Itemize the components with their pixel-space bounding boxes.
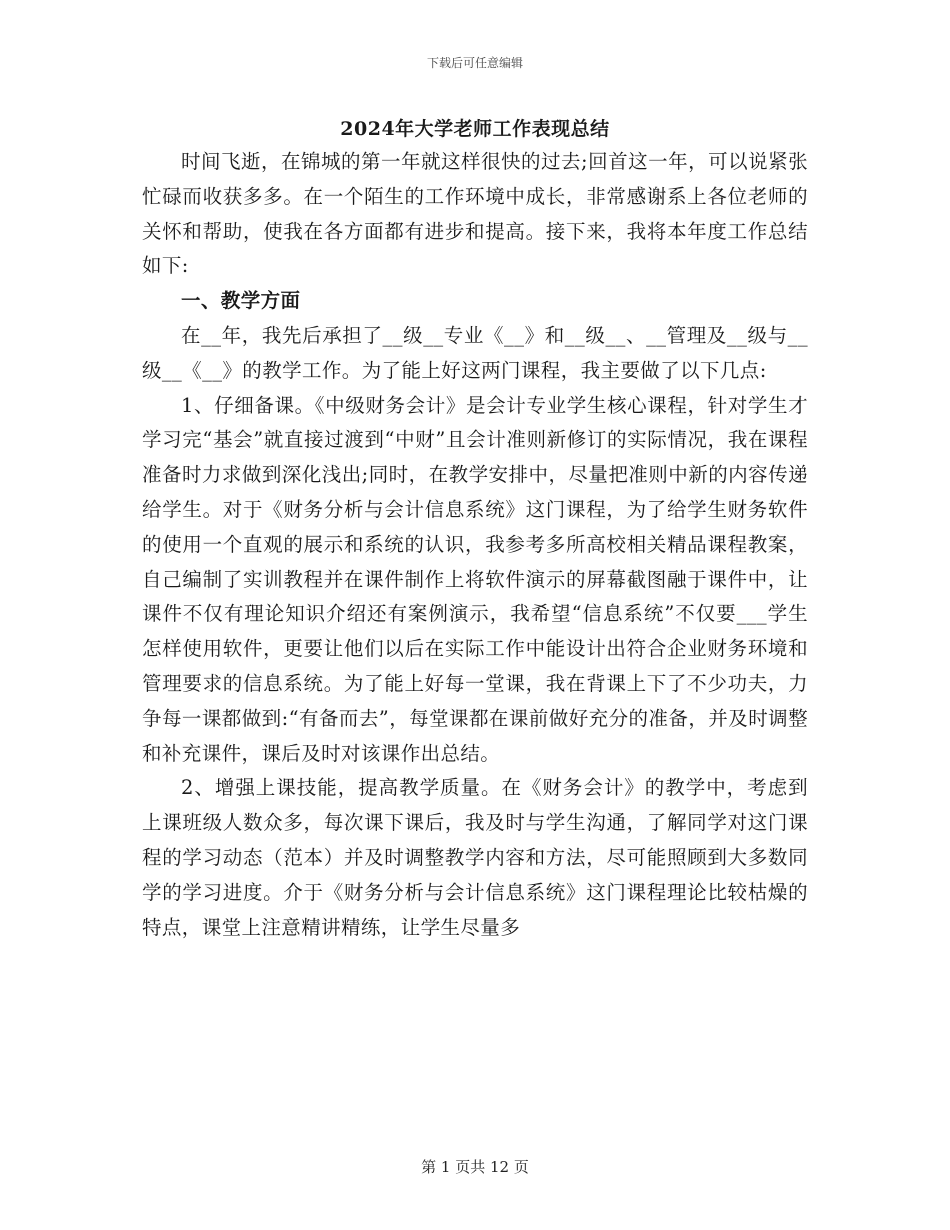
- header-note: 下载后可任意编辑: [426, 56, 523, 70]
- paragraph-point-1: 1、仔细备课。《中级财务会计》是会计专业学生核心课程，针对学生才学习完“基会”就直接过渡到“中财”且会计准则新修订的实际情况，我在课程准备时力求做到深化浅出;同时，在教学安排中，尽量把准则中新的内容传递给学生。对于《财务分析与会计信息系统》这门课程，为了给学生财务软件的使用一个直观的展示和系统的认识，我参考多所高校相关精品课程教案，自己编制了实训教程并在课件制作上将软件演示的屏幕截图融于课件中，让课件不仅有理论知识介绍还有案例演示，我希望“信息系统”不仅要___学生怎样使用软件，更要让他们以后在实际工作中能设计出符合企业财务环境和管理要求的信息系统。为了能上好每一堂课，我在背课上下了不少功夫，力争每一课都做到:“有备而去”，每堂课都在课前做好充分的准备，并及时调整和补充课件，课后及时对该课作出总结。: [142, 393, 808, 765]
- section-heading-teaching: 一、教学方面: [181, 289, 301, 313]
- paragraph-courses: 在__年，我先后承担了__级__专业《__》和__级__、__管理及__级与__级__《__》的教学工作。为了能上好这两门课程，我主要做了以下几点:: [142, 323, 808, 382]
- paragraph-intro: 时间飞逝，在锦城的第一年就这样很快的过去;回首这一年，可以说紧张忙碌而收获多多。在一个陌生的工作环境中成长，非常感谢系上各位老师的关怀和帮助，使我在各方面都有进步和提高。接下来，我将本年度工作总结如下:: [142, 150, 808, 278]
- paragraph-point-2: 2、增强上课技能，提高教学质量。在《财务会计》的教学中，考虑到上课班级人数众多，每次课下课后，我及时与学生沟通，了解同学对这门课程的学习动态（范本）并及时调整教学内容和方法，尽可能照顾到大多数同学的学习进度。介于《财务分析与会计信息系统》这门课程理论比较枯燥的特点，课堂上注意精讲精练，让学生尽量多: [142, 776, 808, 939]
- document-title: 2024年大学老师工作表现总结: [340, 118, 610, 140]
- page-number: 第 1 页共 12 页: [421, 1158, 529, 1176]
- document-body: [142, 145, 808, 945]
